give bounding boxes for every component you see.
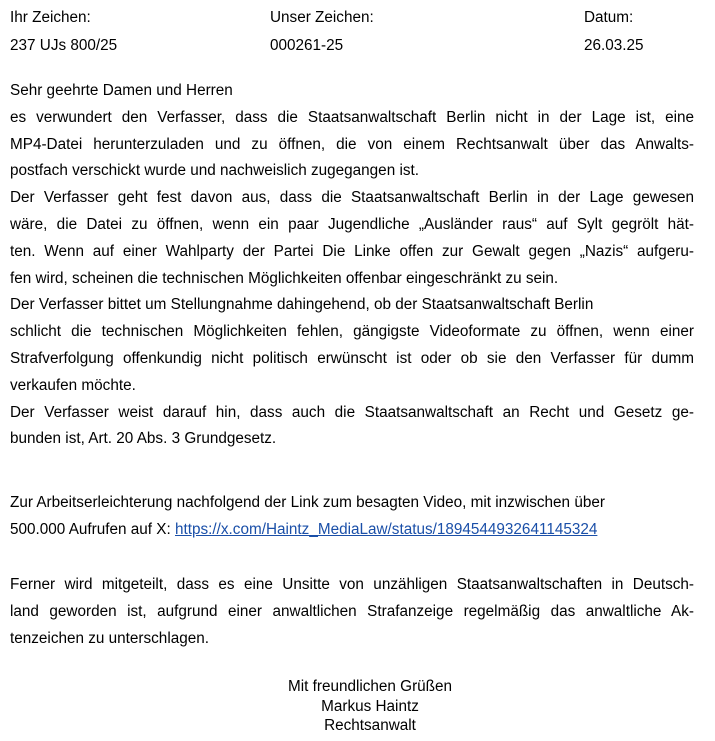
letter-body	[10, 78, 694, 453]
text-line: land geworden ist, aufgrund einer anwaltlichen Strafanzeige regelmäßig das anwaltliche Ak-	[10, 602, 694, 620]
datum-block	[584, 4, 644, 60]
ihr-zeichen-label: Ihr Zeichen:	[10, 9, 91, 26]
signature-title: Rechtsanwalt	[324, 717, 416, 734]
unser-zeichen-value: 000261-25	[270, 37, 344, 54]
datum-value: 26.03.25	[584, 37, 644, 54]
signature-greeting: Mit freundlichen Grüßen	[287, 678, 453, 695]
text-line: MP4-Datei herunterzuladen und zu öffnen, die von einem Rechtsanwalt über das Anwalts-	[10, 135, 694, 153]
paragraph-3	[10, 292, 694, 399]
signature-block	[240, 677, 500, 736]
ihr-zeichen-block	[10, 4, 117, 60]
paragraph-2	[10, 185, 694, 292]
text-line: tenzeichen zu unterschlagen.	[10, 629, 209, 647]
paragraph-4	[10, 400, 694, 454]
text-line: ten. Wenn auf einer Wahlparty der Partei Die Linke offen zur Gewalt gegen „Nazis“ aufgeru-	[10, 242, 694, 260]
link-line	[10, 517, 694, 544]
text-line: Ferner wird mitgeteilt, dass es eine Unsitte von unzähligen Staatsanwaltschaften in Deutsch-	[10, 576, 694, 593]
video-link[interactable]: https://x.com/Haintz_MediaLaw/status/1894544932641145324	[175, 520, 598, 538]
signature-name: Markus Haintz	[321, 697, 419, 715]
unser-zeichen-block	[270, 4, 374, 60]
ihr-zeichen-value: 237 UJs 800/25	[10, 37, 118, 54]
paragraph-1	[10, 105, 694, 185]
datum-label: Datum:	[584, 9, 634, 26]
closing-paragraph	[10, 572, 694, 652]
text-line: Strafverfolgung offenkundig nicht politisch erwünscht ist oder ob sie den Verfasser für dumm	[10, 349, 694, 367]
text-line: bunden ist, Art. 20 Abs. 3 Grundgesetz.	[10, 430, 277, 448]
text-line: Zur Arbeitserleichterung nachfolgend der Link zum besagten Video, mit inzwischen über	[10, 494, 605, 511]
text-line: postfach verschickt wurde und nachweislich zugegangen ist.	[10, 162, 419, 180]
text-line: fen wird, scheinen die technischen Möglichkeiten offenbar eingeschränkt zu sein.	[10, 269, 559, 287]
link-prefix: 500.000 Aufrufen auf X:	[10, 520, 175, 538]
text-line: verkaufen möchte.	[10, 376, 136, 394]
text-line: Der Verfasser weist darauf hin, dass auch die Staatsanwaltschaft an Recht und Gesetz ge-	[10, 403, 694, 421]
text-line: Der Verfasser bittet um Stellungnahme dahingehend, ob der Staatsanwaltschaft Berlin	[10, 296, 594, 314]
salutation: Sehr geehrte Damen und Herren	[10, 82, 233, 99]
text-line: es verwundert den Verfasser, dass die Staatsanwaltschaft Berlin nicht in der Lage ist, eine	[10, 108, 694, 126]
link-paragraph	[10, 490, 694, 544]
text-line: wäre, die Datei zu öffnen, wenn ein paar Jugendliche „Ausländer raus“ auf Sylt gegrölt hät-	[10, 215, 694, 233]
text-line: schlicht die technischen Möglichkeiten fehlen, gängigste Videoformate zu öffnen, wenn einer	[10, 323, 694, 341]
unser-zeichen-label: Unser Zeichen:	[270, 9, 374, 26]
text-line: Der Verfasser geht fest davon aus, dass die Staatsanwaltschaft Berlin in der Lage gewesen	[10, 189, 694, 207]
